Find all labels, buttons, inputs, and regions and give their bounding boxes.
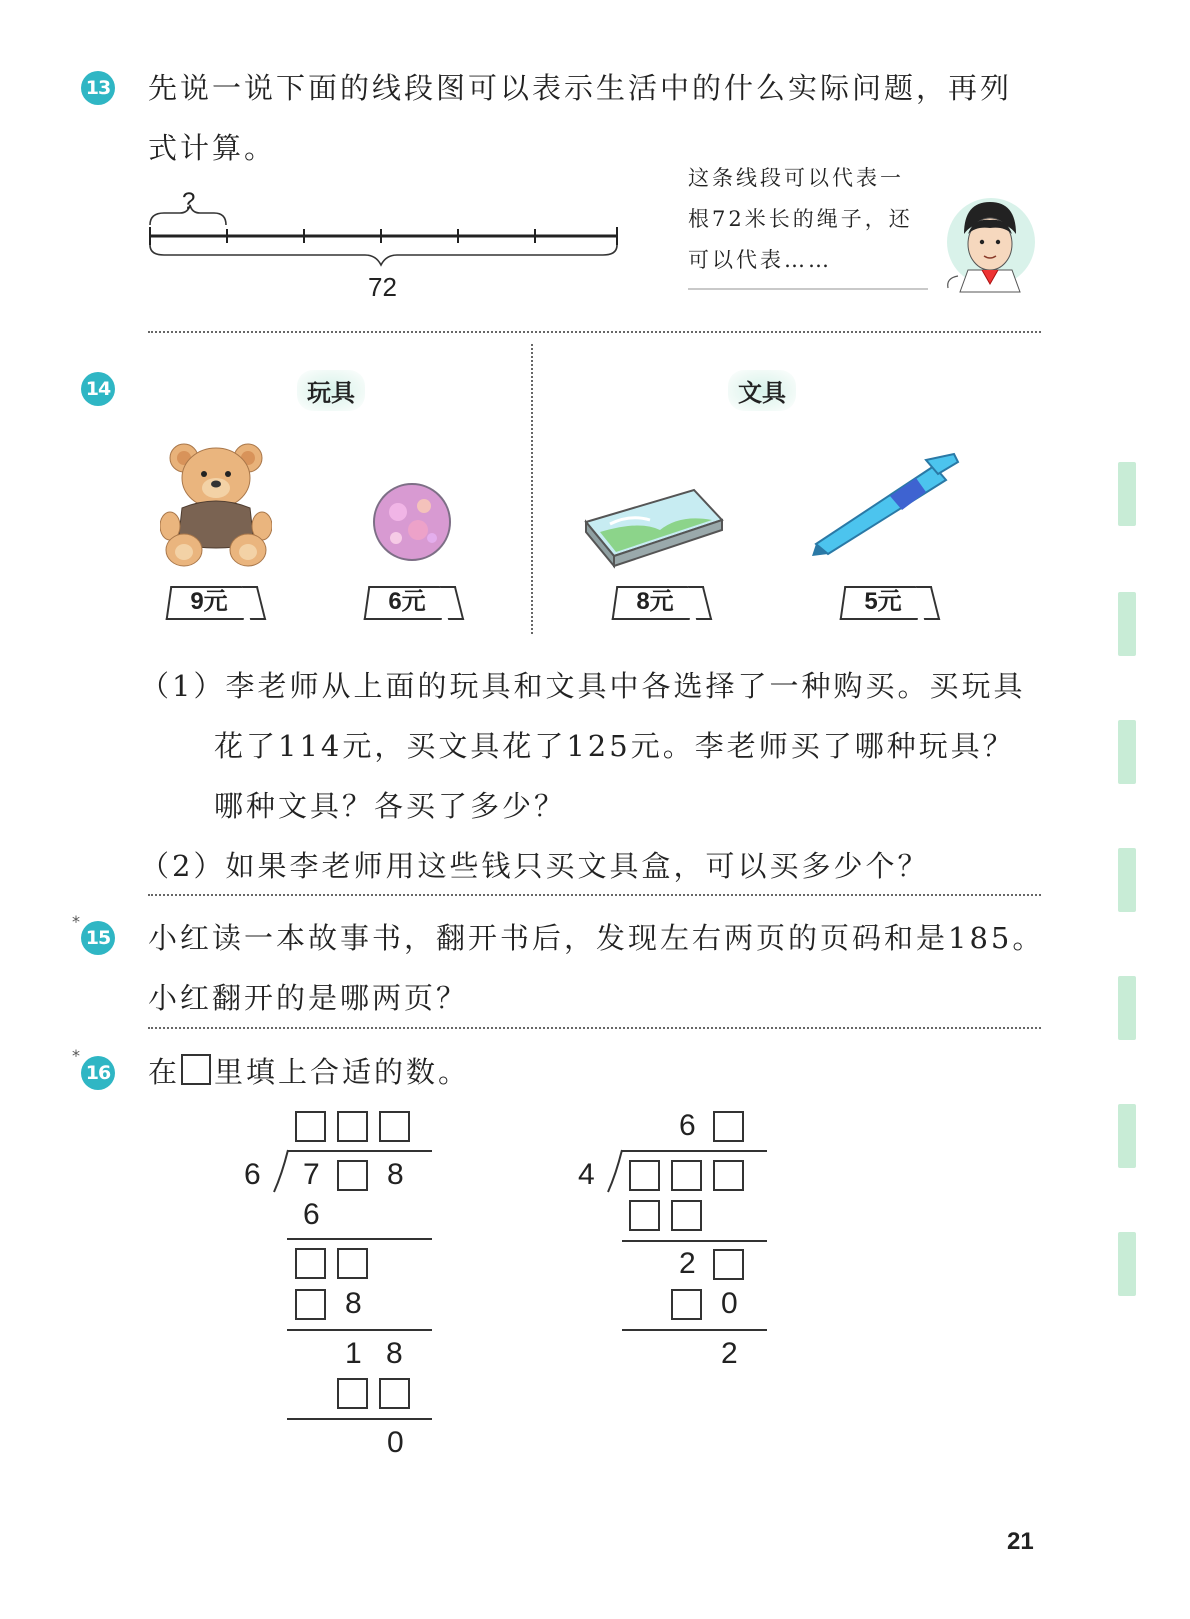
question-15-text-line1: 小红读一本故事书，翻开书后，发现左右两页的页码和是185。 xyxy=(148,921,1045,955)
division-bar xyxy=(622,1150,767,1152)
subtraction-line xyxy=(287,1238,432,1240)
answer-box-q3[interactable] xyxy=(379,1111,410,1142)
answer-box-d1[interactable] xyxy=(629,1160,660,1191)
pen-image xyxy=(808,452,960,558)
answer-box-r5[interactable] xyxy=(379,1378,410,1409)
price-tag-bear xyxy=(168,586,260,618)
subtraction-line xyxy=(622,1240,767,1242)
division-bracket xyxy=(272,1148,292,1196)
question-14-badge: 14 xyxy=(81,372,115,406)
answer-box-d3[interactable] xyxy=(713,1160,744,1191)
division-bar xyxy=(287,1150,432,1152)
answer-box-dividend-2[interactable] xyxy=(337,1160,368,1191)
answer-box-r1[interactable] xyxy=(295,1248,326,1279)
div1-step1: 6 xyxy=(303,1198,320,1231)
side-tab xyxy=(1118,720,1136,784)
question-13-text-line2: 式计算。 xyxy=(148,131,277,165)
page-number: 21 xyxy=(1007,1528,1034,1555)
div2-divisor: 4 xyxy=(578,1158,595,1191)
div1-step3-digit: 8 xyxy=(345,1287,362,1320)
div1-dividend-digit-3: 8 xyxy=(387,1158,404,1191)
question-14-part1-line2: 花了114元，买文具花了125元。李老师买了哪种玩具？ xyxy=(214,729,1015,763)
div1-step4: 1 8 xyxy=(345,1337,411,1370)
division-bracket xyxy=(606,1148,626,1196)
div1-dividend-digit-1: 7 xyxy=(303,1158,320,1191)
price-bear: 9元 xyxy=(190,588,228,615)
answer-box-q2b[interactable] xyxy=(713,1111,744,1142)
answer-box-s1[interactable] xyxy=(629,1200,660,1231)
div2-quotient-digit-1: 6 xyxy=(679,1109,696,1142)
subtraction-line xyxy=(287,1329,432,1331)
side-tab xyxy=(1118,592,1136,656)
segment-total-label: 72 xyxy=(368,272,397,302)
answer-box-s4[interactable] xyxy=(671,1289,702,1320)
answer-box-s2[interactable] xyxy=(671,1200,702,1231)
side-tab xyxy=(1118,848,1136,912)
side-tab xyxy=(1118,1104,1136,1168)
question-16-badge: 16 xyxy=(81,1056,115,1090)
challenge-star: * xyxy=(72,912,80,931)
divider-line xyxy=(148,1027,1041,1029)
answer-box-r2[interactable] xyxy=(337,1248,368,1279)
question-15-text-line2: 小红翻开的是哪两页？ xyxy=(148,981,469,1015)
divider-line xyxy=(148,894,1041,896)
subtraction-line xyxy=(287,1418,432,1420)
speech-underline xyxy=(688,288,928,290)
answer-box-q1[interactable] xyxy=(295,1111,326,1142)
question-13-text-line1: 先说一说下面的线段图可以表示生活中的什么实际问题，再列 xyxy=(148,71,1013,105)
price-ball: 6元 xyxy=(388,588,426,615)
speech-line-3: 可以代表…… xyxy=(688,248,832,272)
div2-step4-digit: 0 xyxy=(721,1287,738,1320)
question-14-part2: （2）如果李老师用这些钱只买文具盒，可以买多少个？ xyxy=(140,849,930,883)
question-16-text-after: 里填上合适的数。 xyxy=(214,1055,471,1089)
question-16-text-before: 在 xyxy=(148,1055,181,1089)
answer-box-q2[interactable] xyxy=(337,1111,368,1142)
answer-box-d2[interactable] xyxy=(671,1160,702,1191)
stationery-label: 文具 xyxy=(728,370,796,411)
segment-question-mark: ? xyxy=(182,188,196,215)
challenge-star: * xyxy=(72,1046,80,1065)
price-pen: 5元 xyxy=(864,588,902,615)
answer-box-r3[interactable] xyxy=(295,1289,326,1320)
teddy-bear-image xyxy=(160,438,272,568)
price-tag-pencil-box xyxy=(614,586,706,618)
ball-image xyxy=(372,482,452,562)
div1-remainder: 0 xyxy=(387,1426,404,1459)
pencil-box-image xyxy=(580,484,726,570)
side-tab xyxy=(1118,462,1136,526)
answer-box-s3[interactable] xyxy=(713,1249,744,1280)
price-tag-ball xyxy=(366,586,458,618)
side-tab xyxy=(1118,976,1136,1040)
boy-illustration xyxy=(938,192,1038,296)
price-tag-pen xyxy=(842,586,934,618)
toys-label: 玩具 xyxy=(297,370,365,411)
question-15-badge: 15 xyxy=(81,921,115,955)
price-pencil-box: 8元 xyxy=(636,588,674,615)
div2-step3-digit: 2 xyxy=(679,1247,696,1280)
subtraction-line xyxy=(622,1329,767,1331)
vertical-divider xyxy=(531,344,533,634)
div1-divisor: 6 xyxy=(244,1158,261,1191)
speech-line-2: 根72米长的绳子，还 xyxy=(688,207,913,231)
speech-line-1: 这条线段可以代表一 xyxy=(688,166,904,190)
side-tab xyxy=(1118,1232,1136,1296)
sample-answer-box xyxy=(181,1054,211,1085)
question-14-part1-line1: （1）李老师从上面的玩具和文具中各选择了一种购买。买玩具 xyxy=(140,669,1026,703)
answer-box-r4[interactable] xyxy=(337,1378,368,1409)
div2-remainder: 2 xyxy=(721,1337,738,1370)
divider-line xyxy=(148,331,1041,333)
question-14-part1-line3: 哪种文具？各买了多少？ xyxy=(214,789,567,823)
question-13-badge: 13 xyxy=(81,71,115,105)
